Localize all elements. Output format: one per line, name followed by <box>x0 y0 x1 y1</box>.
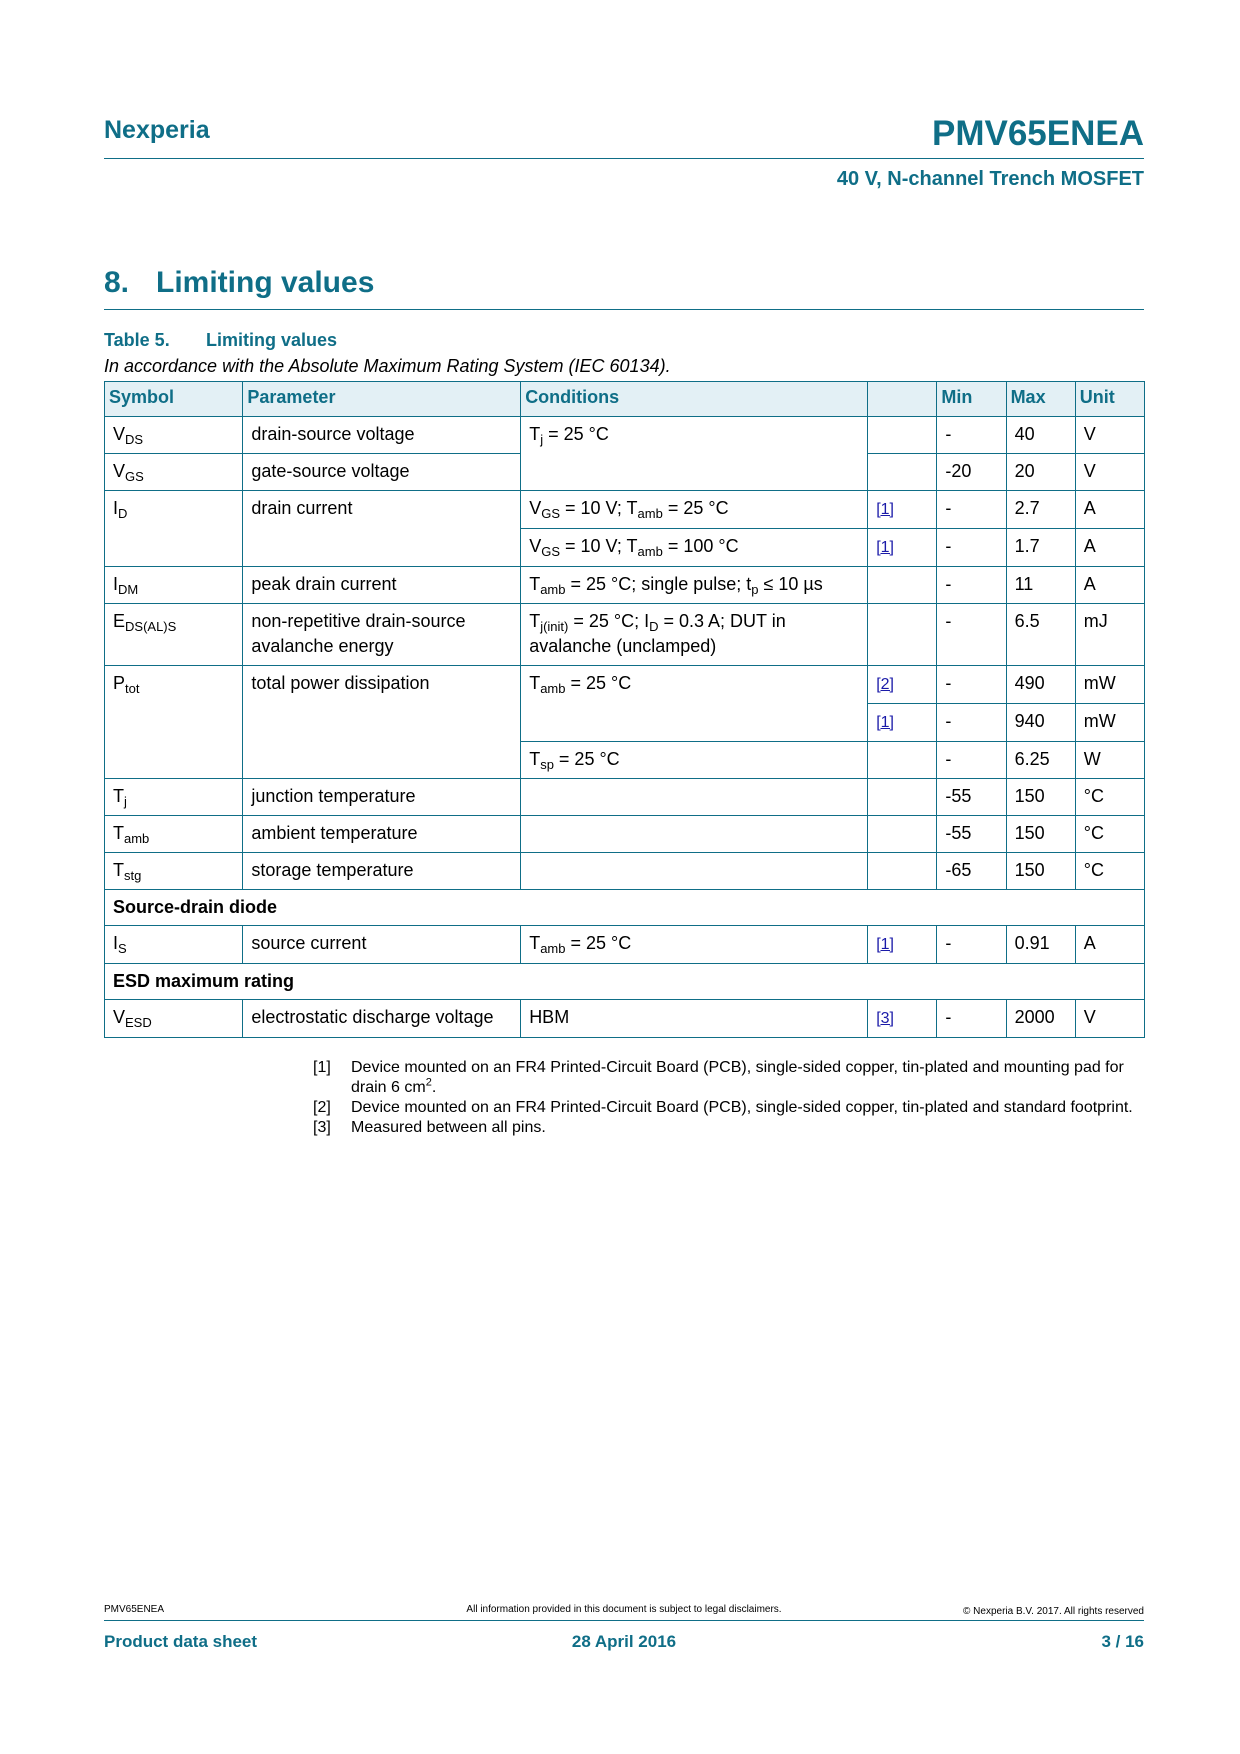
max-cell: 2000 <box>1006 1000 1075 1038</box>
parameter-cell: ambient temperature <box>243 816 521 853</box>
reference-cell <box>868 926 937 964</box>
footnote <box>313 1058 1145 1098</box>
footnote-ref-link[interactable]: [1] <box>876 501 894 518</box>
min-cell: - <box>937 926 1006 964</box>
section-title: Limiting values <box>156 266 375 299</box>
max-cell: 11 <box>1006 567 1075 604</box>
min-cell: - <box>937 666 1006 704</box>
symbol-cell: $T_{amb}$ <box>105 816 243 853</box>
section-divider <box>104 309 1144 310</box>
reference-cell <box>868 567 937 604</box>
section-number: 8. <box>104 266 130 299</box>
footnote-key: [1] <box>313 1059 331 1076</box>
unit-cell: °C <box>1075 853 1144 890</box>
footnote-key: [2] <box>313 1099 331 1116</box>
col-header: Symbol <box>105 382 243 417</box>
reference-cell <box>868 666 937 704</box>
parameter-cell: drain current <box>243 491 521 567</box>
max-cell: 0.91 <box>1006 926 1075 964</box>
table-row <box>105 816 1145 853</box>
reference-cell <box>868 529 937 567</box>
conditions-cell <box>521 853 868 890</box>
reference-cell <box>868 853 937 890</box>
symbol-cell: $T_j$ <box>105 779 243 816</box>
min-cell: - <box>937 491 1006 529</box>
unit-cell: A <box>1075 567 1144 604</box>
table-row <box>105 853 1145 890</box>
max-cell: 2.7 <box>1006 491 1075 529</box>
footnote-ref-link[interactable]: [2] <box>876 676 894 693</box>
parameter-cell: non-repetitive drain-source avalanche energy <box>243 604 521 666</box>
min-cell: - <box>937 417 1006 454</box>
col-header: Min <box>937 382 1006 417</box>
table-row <box>105 567 1145 604</box>
table-row <box>105 491 1145 529</box>
unit-cell: °C <box>1075 779 1144 816</box>
max-cell: 40 <box>1006 417 1075 454</box>
reference-cell <box>868 491 937 529</box>
reference-cell <box>868 779 937 816</box>
footnote <box>313 1118 1145 1138</box>
max-cell: 150 <box>1006 816 1075 853</box>
table-row <box>105 417 1145 454</box>
min-cell: - <box>937 1000 1006 1038</box>
max-cell: 20 <box>1006 454 1075 491</box>
symbol-cell: $T_{stg}$ <box>105 853 243 890</box>
unit-cell: A <box>1075 529 1144 567</box>
col-header: Max <box>1006 382 1075 417</box>
col-header <box>868 382 937 417</box>
symbol-cell: $I_D$ <box>105 491 243 567</box>
conditions-cell: $T_{amb} = 25$ °C; single pulse; $t_p \le 10$ µs <box>521 567 868 604</box>
max-cell: 150 <box>1006 853 1075 890</box>
brand-name: Nexperia <box>104 116 210 144</box>
min-cell: -20 <box>937 454 1006 491</box>
reference-cell <box>868 1000 937 1038</box>
unit-cell: mW <box>1075 666 1144 704</box>
parameter-cell: junction temperature <box>243 779 521 816</box>
product-title: PMV65ENEA <box>931 114 1144 153</box>
reference-cell <box>868 417 937 454</box>
symbol-cell: $E_{DS(AL)S}$ <box>105 604 243 666</box>
conditions-cell: $V_{GS} = 10$ V; $T_{amb} = 25$ °C <box>521 491 868 529</box>
col-header: Conditions <box>521 382 868 417</box>
footer-doc-type: Product data sheet <box>104 1632 258 1651</box>
parameter-cell: gate-source voltage <box>243 454 521 491</box>
max-cell: 490 <box>1006 666 1075 704</box>
col-header: Unit <box>1075 382 1144 417</box>
header-divider <box>104 158 1144 159</box>
group-heading: Source-drain diode <box>105 890 1145 926</box>
footnote-key: [3] <box>313 1119 331 1136</box>
min-cell: -65 <box>937 853 1006 890</box>
footnote-text: Measured between all pins. <box>351 1119 546 1136</box>
footnote-ref-link[interactable]: [3] <box>876 1010 894 1027</box>
conditions-cell: HBM <box>521 1000 868 1038</box>
table-row <box>105 926 1145 964</box>
table-row <box>105 779 1145 816</box>
unit-cell: V <box>1075 1000 1144 1038</box>
table-header-row <box>105 382 1145 417</box>
min-cell: - <box>937 604 1006 666</box>
min-cell: - <box>937 529 1006 567</box>
conditions-cell <box>521 779 868 816</box>
reference-cell <box>868 742 937 779</box>
parameter-cell: storage temperature <box>243 853 521 890</box>
parameter-cell: total power dissipation <box>243 666 521 779</box>
footnote-text: Device mounted on an FR4 Printed-Circuit Board (PCB), single-sided copper, tin-plated and standard footprint. <box>351 1099 1133 1116</box>
group-heading: ESD maximum rating <box>105 964 1145 1000</box>
footer-divider <box>104 1620 1144 1621</box>
footer-page-number: 3 / 16 <box>1101 1632 1144 1651</box>
table-row <box>105 604 1145 666</box>
parameter-cell: electrostatic discharge voltage <box>243 1000 521 1038</box>
symbol-cell: $V_{DS}$ <box>105 417 243 454</box>
reference-cell <box>868 816 937 853</box>
footnote-ref-link[interactable]: [1] <box>876 539 894 556</box>
parameter-cell: drain-source voltage <box>243 417 521 454</box>
table-group-row <box>105 964 1145 1000</box>
unit-cell: V <box>1075 454 1144 491</box>
footnote-text: Device mounted on an FR4 Printed-Circuit Board (PCB), single-sided copper, tin-plated and mounting pad for drain 6 $cm^2$. <box>351 1059 1124 1096</box>
table-caption <box>104 330 337 351</box>
table-label: Table 5. <box>104 330 170 350</box>
footer-legal: All information provided in this document is subject to legal disclaimers. <box>466 1604 782 1615</box>
table-group-row <box>105 890 1145 926</box>
min-cell: - <box>937 704 1006 742</box>
footer-doc-id: PMV65ENEA <box>104 1604 165 1615</box>
unit-cell: A <box>1075 491 1144 529</box>
unit-cell: W <box>1075 742 1144 779</box>
footnote <box>313 1098 1145 1118</box>
unit-cell: A <box>1075 926 1144 964</box>
table-body <box>105 417 1145 1038</box>
symbol-cell: $I_{DM}$ <box>105 567 243 604</box>
max-cell: 6.5 <box>1006 604 1075 666</box>
conditions-cell: $V_{GS} = 10$ V; $T_{amb} = 100$ °C <box>521 529 868 567</box>
max-cell: 6.25 <box>1006 742 1075 779</box>
table-note: In accordance with the Absolute Maximum Rating System (IEC 60134). <box>104 356 671 376</box>
footer-copyright: © Nexperia B.V. 2017. All rights reserved <box>963 1606 1144 1617</box>
product-subtitle: 40 V, N-channel Trench MOSFET <box>836 168 1144 190</box>
reference-cell <box>868 454 937 491</box>
table-row <box>105 1000 1145 1038</box>
conditions-cell: $T_j = 25$ °C <box>521 417 868 491</box>
symbol-cell: $V_{ESD}$ <box>105 1000 243 1038</box>
conditions-cell <box>521 816 868 853</box>
parameter-cell: peak drain current <box>243 567 521 604</box>
footer-date: 28 April 2016 <box>571 1632 677 1651</box>
reference-cell <box>868 604 937 666</box>
conditions-cell: $T_{j(init)} = 25$ °C; $I_D = 0.3$ A; DUT in avalanche (unclamped) <box>521 604 868 666</box>
max-cell: 1.7 <box>1006 529 1075 567</box>
min-cell: -55 <box>937 816 1006 853</box>
limiting-values-table <box>104 381 1145 1038</box>
footnote-ref-link[interactable]: [1] <box>876 714 894 731</box>
symbol-cell: $P_{tot}$ <box>105 666 243 779</box>
parameter-cell: source current <box>243 926 521 964</box>
unit-cell: mW <box>1075 704 1144 742</box>
reference-cell <box>868 704 937 742</box>
table-row <box>105 666 1145 704</box>
symbol-cell: $I_S$ <box>105 926 243 964</box>
min-cell: - <box>937 567 1006 604</box>
footnote-ref-link[interactable]: [1] <box>876 936 894 953</box>
conditions-cell: $T_{amb} = 25$ °C <box>521 666 868 742</box>
min-cell: - <box>937 742 1006 779</box>
section-heading <box>104 266 374 300</box>
table-title: Limiting values <box>206 330 338 350</box>
footnotes <box>313 1058 1145 1138</box>
unit-cell: °C <box>1075 816 1144 853</box>
min-cell: -55 <box>937 779 1006 816</box>
max-cell: 940 <box>1006 704 1075 742</box>
max-cell: 150 <box>1006 779 1075 816</box>
col-header: Parameter <box>243 382 521 417</box>
conditions-cell: $T_{sp} = 25$ °C <box>521 742 868 779</box>
unit-cell: V <box>1075 417 1144 454</box>
symbol-cell: $V_{GS}$ <box>105 454 243 491</box>
unit-cell: mJ <box>1075 604 1144 666</box>
conditions-cell: $T_{amb} = 25$ °C <box>521 926 868 964</box>
